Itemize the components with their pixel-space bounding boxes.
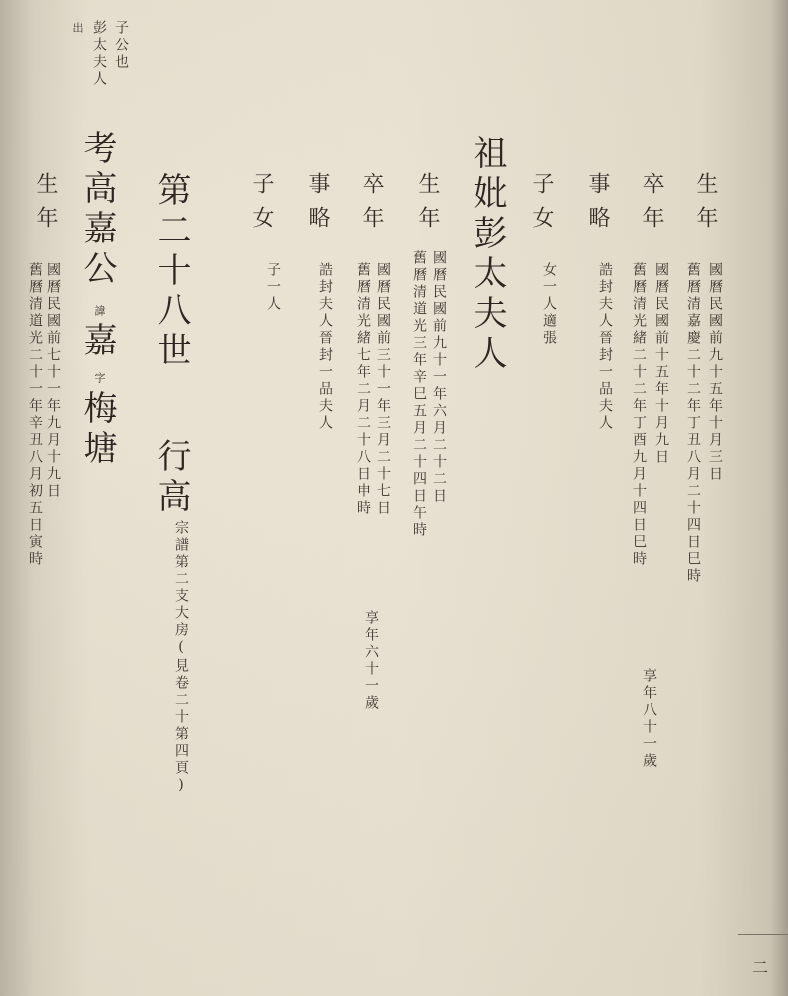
gm-death-age: 享年六十一歲 <box>363 610 379 712</box>
gm-deeds-text: 誥封夫人晉封一品夫人 <box>317 262 333 432</box>
father-note-zi: 字 <box>93 372 106 384</box>
rank-label: 行 <box>151 438 191 478</box>
gf-birth-gregorian: 國曆民國前九十五年十月三日 <box>707 262 723 483</box>
gm-children-label: 子女 <box>249 172 274 240</box>
gm-birth-gregorian: 國曆民國前九十一年六月二十二日 <box>431 250 447 505</box>
father-name-part: 嘉 <box>77 322 117 362</box>
grandmother-title: 祖妣彭太夫人 <box>467 135 507 375</box>
generation-title: 第二十八世 <box>151 172 191 372</box>
gf-death-age: 享年八十一歲 <box>641 668 657 770</box>
lineage-note: 宗譜第二支大房(見卷二十第四頁) <box>173 520 189 796</box>
gf-death-gregorian: 國曆民國前十五年十月九日 <box>653 262 669 466</box>
gm-death-gregorian: 國曆民國前三十一年三月二十七日 <box>375 262 391 517</box>
father-birth-gregorian: 國曆民國前七十一年九月十九日 <box>45 262 61 500</box>
gf-death-lunar: 舊曆清光緒二十二年丁酉九月十四日巳時 <box>631 262 647 568</box>
note-line-3: 出 <box>71 22 84 34</box>
gm-deeds-label: 事略 <box>305 172 330 240</box>
gm-death-label: 卒年 <box>359 172 384 240</box>
note-line-2: 彭太夫人 <box>91 20 107 88</box>
note-line-1: 子公也 <box>113 20 129 71</box>
gm-children-text: 子一人 <box>265 262 281 313</box>
gm-death-lunar: 舊曆清光緒七年二月二十八日申時 <box>355 262 371 517</box>
father-note-hui: 諱 <box>93 305 106 317</box>
gm-birth-label: 生年 <box>415 172 440 240</box>
father-courtesy: 梅塘 <box>77 390 117 470</box>
gf-deeds-text: 誥封夫人晉封一品夫人 <box>597 262 613 432</box>
page-number: 二 <box>752 958 769 977</box>
gf-birth-label: 生年 <box>693 172 718 240</box>
page-rule-top <box>738 934 788 935</box>
father-birth-lunar: 舊曆清道光二十一年辛丑八月初五日寅時 <box>27 262 43 568</box>
gf-death-label: 卒年 <box>639 172 664 240</box>
gf-children-text: 女一人適張 <box>541 262 557 347</box>
gf-children-label: 子女 <box>529 172 554 240</box>
gf-birth-lunar: 舊曆清嘉慶二十二年丁丑八月二十四日巳時 <box>685 262 701 585</box>
father-birth-label: 生年 <box>33 172 58 240</box>
rank-value: 高 <box>151 478 191 518</box>
gm-birth-lunar: 舊曆清道光三年辛巳五月二十四日午時 <box>411 250 427 539</box>
father-title: 考高嘉公 <box>77 130 117 290</box>
gf-deeds-label: 事略 <box>585 172 610 240</box>
